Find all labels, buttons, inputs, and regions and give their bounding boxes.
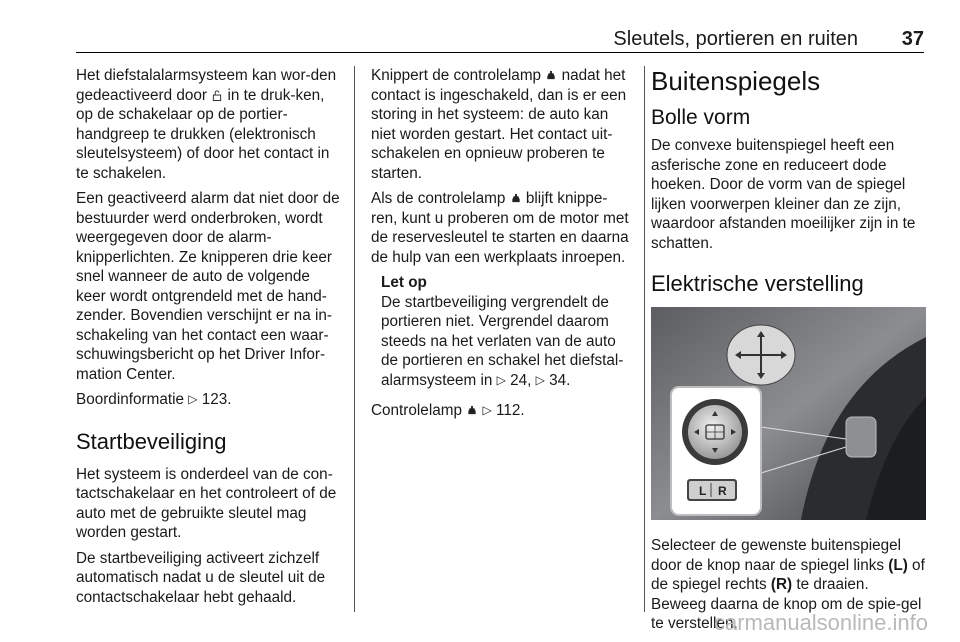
watermark: carmanualsonline.info — [713, 610, 928, 635]
paragraph: Selecteer de gewenste buitenspiegel door de knop naar de spiegel links (L) of de spiegel rechts (R) te draaien. Beweeg daarna de knop om de spie-gel te verstellen. — [651, 537, 925, 632]
subsection-heading: Bolle vorm — [651, 106, 751, 129]
page-ref-icon: ▷ — [535, 372, 545, 387]
column-3 — [651, 66, 926, 640]
paragraph: Controlelamp ▷ 112. — [371, 402, 525, 419]
column-1 — [76, 66, 340, 613]
page-title: Sleutels, portieren en ruiten — [613, 28, 858, 50]
column-divider — [354, 66, 355, 612]
unlock-icon — [211, 90, 223, 101]
paragraph: Een geactiveerd alarm dat niet door de bestuurder werd onderbroken, wordt weergegeven door de alarm-knipperlichten. Ze knipperen drie keer snel wanneer de auto de volgende keer wordt ontgrendeld met de hand-zender. Bovendien verschijnt er na in-schakeling van het contact een waar-schuwingsbericht op het Driver Infor-mation Center. — [76, 190, 340, 383]
mirror-control-photo — [651, 307, 926, 520]
immobiliser-warning-icon — [466, 405, 478, 416]
paragraph: Knippert de controlelamp nadat het contact is ingeschakeld, dan is er een storing in het systeem: de auto kan niet worden gestart. Het contact uit-schakelen en opnieuw proberen te starten. — [371, 67, 627, 182]
left-mirror-label: L — [699, 484, 707, 498]
column-2 — [371, 66, 633, 428]
page-number: 37 — [901, 28, 924, 50]
page-header — [76, 26, 924, 53]
paragraph: Het systeem is onderdeel van de con-tactschakelaar en het controleert of de auto met de gebruikte sleutel mag worden gestart. — [76, 465, 337, 541]
paragraph: Het diefstalalarmsysteem kan wor-den gedeactiveerd door in te druk-ken, op de schakelaar op de portier-handgreep te drukken (elektronisch sleutelsysteem) of door het contact in te schakelen. — [76, 67, 337, 182]
page-ref-icon: ▷ — [188, 392, 198, 406]
page-ref-icon: ▷ — [482, 403, 492, 417]
section-heading: Startbeveiliging — [76, 428, 227, 454]
chapter-heading: Buitenspiegels — [651, 66, 821, 96]
right-mirror-label: R — [718, 484, 727, 498]
column-divider — [644, 66, 645, 612]
paragraph: De startbeveiliging activeert zichzelf automatisch nadat u de sleutel uit de contactschakelaar hebt gehaald. — [76, 549, 326, 606]
paragraph: Als de controlelamp blijft knippe-ren, kunt u proberen om de motor met de reservesleutel te starten en daarna de hulp van een werkplaats inroepen. — [371, 190, 629, 266]
paragraph: Boordinformatie ▷ 123. — [76, 391, 232, 408]
immobiliser-warning-icon — [510, 193, 522, 204]
note-title: Let op — [381, 274, 427, 291]
paragraph: De convexe buitenspiegel heeft een asferische zone en reduceert dode hoeken. Door de vorm van de spiegel lijken voorwerpen kleiner dan ze zijn, waardoor afstanden moeilijker zijn in te schatten. — [651, 137, 916, 252]
section-heading: Elektrische verstelling — [651, 271, 864, 296]
page-ref-icon: ▷ — [496, 372, 506, 387]
immobiliser-warning-icon — [545, 70, 557, 81]
note-box: Let op De startbeveiliging vergrendelt de portieren niet. Vergrendel daarom steeds na het verlaten van de auto de portieren en schakel het diefstal-alarmsysteem in ▷ 24, ▷ 34. — [381, 273, 633, 391]
